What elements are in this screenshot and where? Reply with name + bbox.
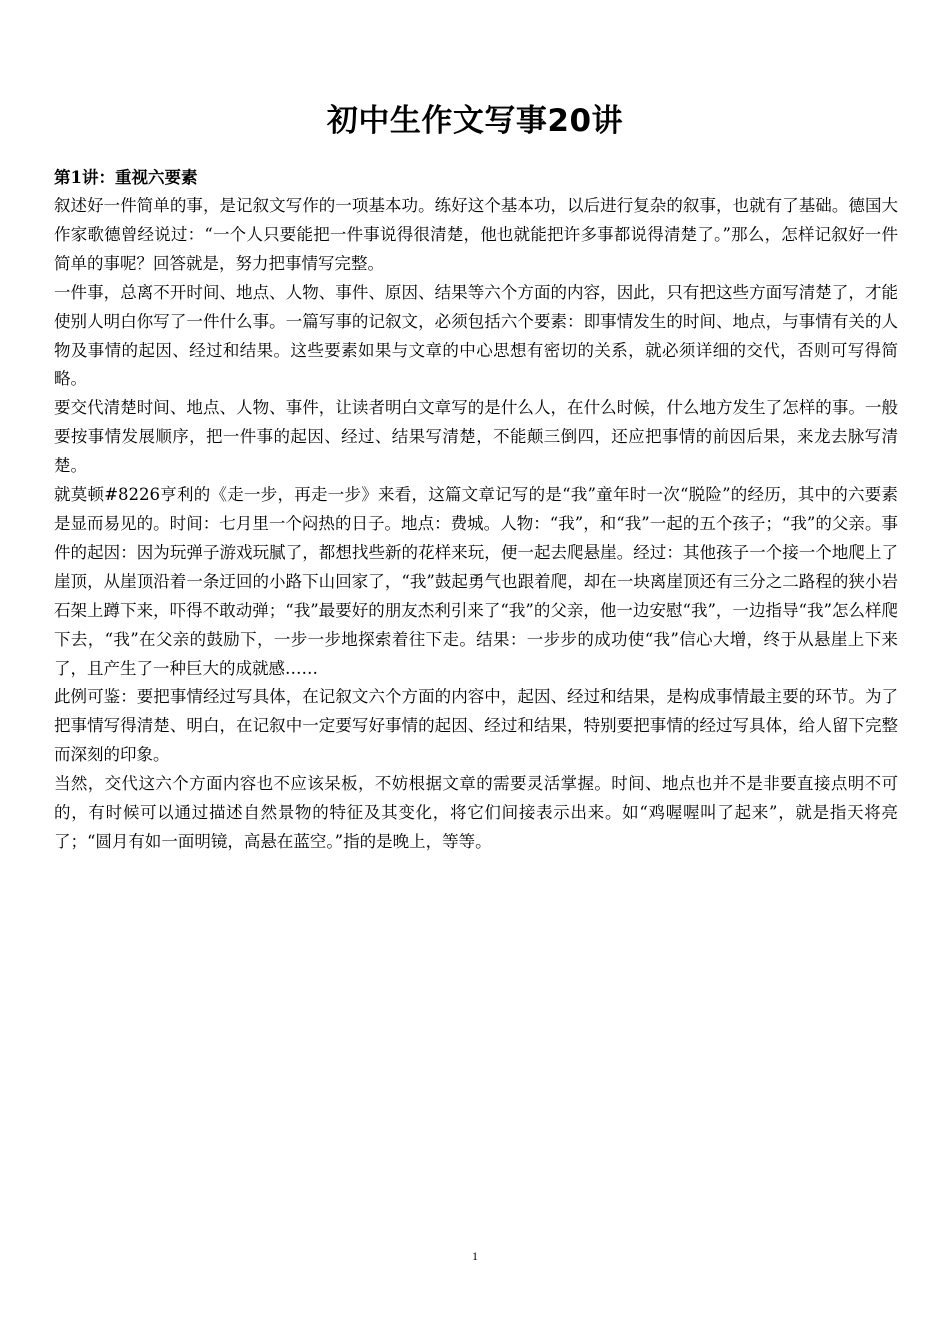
section-heading: 第1讲：重视六要素 bbox=[54, 168, 198, 187]
paragraph-flexibility: 当然，交代这六个方面内容也不应该呆板，不妨根据文章的需要灵活掌握。时间、地点也并不是非要直接点明不可的，有时候可以通过描述自然景物的特征及其变化，将它们间接表示出来。如“鸡喔喔叫了起来”，就是指天将亮了；“圆月有如一面明镜，高悬在蓝空。”指的是晚上，等等。 bbox=[54, 774, 898, 851]
document-body bbox=[54, 163, 898, 857]
document-title: 初中生作文写事20讲 bbox=[326, 102, 624, 139]
paragraph-intro: 叙述好一件简单的事，是记叙文写作的一项基本功。练好这个基本功，以后进行复杂的叙事，也就有了基础。德国大作家歌德曾经说过：“一个人只要能把一件事说得很清楚，他也就能把许多事都说得清楚了。”那么，怎样记叙好一件简单的事呢？回答就是，努力把事情写完整。 bbox=[54, 196, 898, 273]
paragraph-six-elements: 一件事，总离不开时间、地点、人物、事件、原因、结果等六个方面的内容，因此，只有把这些方面写清楚了，才能使别人明白你写了一件什么事。一篇写事的记叙文，必须包括六个要素：即事情发生的时间、地点，与事情有关的人物及事情的起因、经过和结果。这些要素如果与文章的中心思想有密切的关系，就必须详细的交代，否则可写得简略。 bbox=[54, 282, 898, 389]
paragraph-lesson: 此例可鉴：要把事情经过写具体，在记叙文六个方面的内容中，起因、经过和结果，是构成事情最主要的环节。为了把事情写得清楚、明白，在记叙中一定要写好事情的起因、经过和结果，特别要把事情的经过写具体，给人留下完整而深刻的印象。 bbox=[54, 687, 898, 765]
page-number: 1 bbox=[472, 1249, 478, 1263]
paragraph-example: 就莫顿#8226亨利的《走一步，再走一步》来看，这篇文章记写的是“我”童年时一次“脱险”的经历，其中的六要素是显而易见的。时间：七月里一个闷热的日子。地点：费城。人物：“我”，和“我”一起的五个孩子；“我”的父亲。事件的起因：因为玩弹子游戏玩腻了，都想找些新的花样来玩，便一起去爬悬崖。经过：其他孩子一个接一个地爬上了崖顶，从崖顶沿着一条迂回的小路下山回家了，“我”鼓起勇气也跟着爬，却在一块离崖顶还有三分之二路程的狭小岩石架上蹲下来，吓得不敢动弹；“我”最要好的朋友杰利引来了“我”的父亲，他一边安慰“我”，一边指导“我”怎么样爬下去，“我”在父亲的鼓励下，一步一步地探索着往下走。结果：一步步的成功使“我”信心大增，终于从悬崖上下来了，且产生了一种巨大的成就感…… bbox=[54, 485, 898, 678]
paragraph-clarity: 要交代清楚时间、地点、人物、事件，让读者明白文章写的是什么人，在什么时候，什么地方发生了怎样的事。一般要按事情发展顺序，把一件事的起因、经过、结果写清楚，不能颠三倒四，还应把事情的前因后果，来龙去脉写清楚。 bbox=[54, 398, 898, 476]
